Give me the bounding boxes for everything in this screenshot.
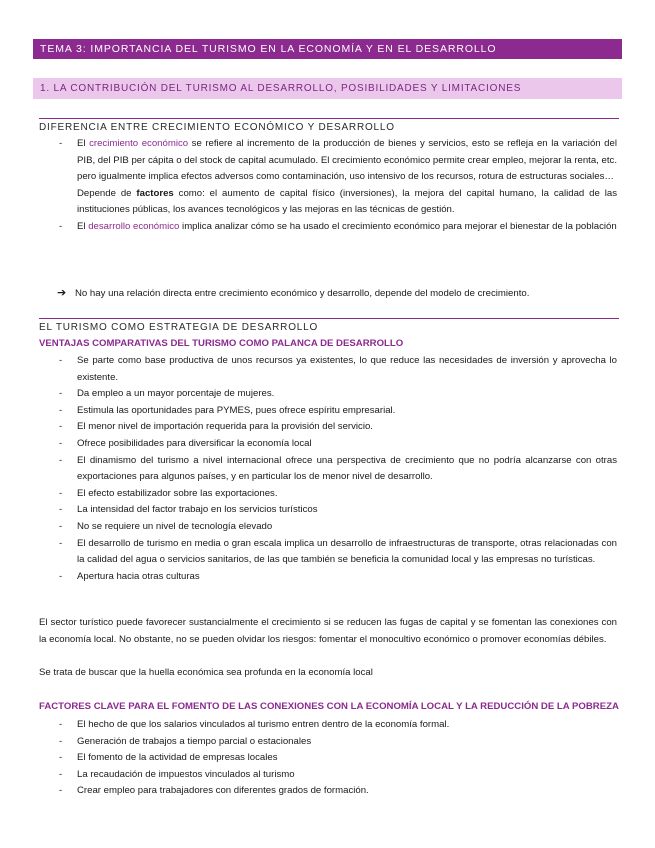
ventajas-list	[57, 353, 617, 585]
item-text: implica analizar cómo se ha usado el crecimiento económico para mejorar el bienestar de la población	[179, 220, 617, 232]
list-item	[57, 219, 617, 236]
list-item: - Generación de trabajos a tiempo parcial o estacionales	[57, 734, 617, 751]
crecimiento-term: crecimiento económico	[89, 138, 189, 149]
item-text: Depende de	[77, 187, 137, 199]
factores-heading: FACTORES CLAVE PARA EL FOMENTO DE LAS CONEXIONES CON LA ECONOMÍA LOCAL Y LA REDUCCIÓN DE LA POBREZA	[39, 701, 619, 712]
list-item: - El hecho de que los salarios vinculados al turismo entren dentro de la economía formal.	[57, 717, 617, 734]
conclusion-row	[57, 285, 617, 302]
desarrollo-term: desarrollo económico	[88, 220, 180, 232]
item-text: como: el aumento de capital físico (inversiones), la mejora del capital humano, la calidad de las instituciones públicas, los avances tecnológicos y las mejoras en las técnicas de gestión.	[77, 187, 617, 216]
factores-paragraph	[57, 186, 617, 219]
list-item: - Estimula las oportunidades para PYMES, pues ofrece espíritu empresarial.	[57, 403, 617, 420]
list-item: - Ofrece posibilidades para diversificar la economía local	[57, 436, 617, 453]
factores-term: factores	[136, 187, 174, 199]
factores-list	[57, 717, 617, 800]
item-text: se refiere al incremento de la producción de bienes y servicios, esto se refleja en la variación del PIB, del PIB per cápita o del stock de capital acumulado. El crecimiento económico permite crear empleo, mejorar la renta, etc. pero igualmente implica efectos adversos como contaminación, uso intensivo de los recursos, rotura de estructuras sociales…	[77, 138, 617, 183]
arrow-right-icon: ➔	[57, 287, 67, 299]
list-item: - La intensidad del factor trabajo en los servicios turísticos	[57, 502, 617, 519]
list-item: - Crear empleo para trabajadores con diferentes grados de formación.	[57, 783, 617, 800]
list-item: - El efecto estabilizador sobre las exportaciones.	[57, 486, 617, 503]
list-item: - El desarrollo de turismo en media o gran escala implica un desarrollo de infraestructuras de transporte, otras relacionadas con la calidad del agua o servicios sanitarios, de las que también se beneficia la comunidad local y las empresas no turísticas.	[57, 536, 617, 569]
item-text: El	[77, 220, 89, 232]
tema-title-banner: TEMA 3: IMPORTANCIA DEL TURISMO EN LA ECONOMÍA Y EN EL DESARROLLO	[33, 39, 622, 59]
item-text: El	[77, 138, 90, 149]
diferencia-heading: DIFERENCIA ENTRE CRECIMIENTO ECONÓMICO Y DESARROLLO	[39, 118, 619, 133]
list-item: - La recaudación de impuestos vinculados al turismo	[57, 767, 617, 784]
paragraph-fugas: El sector turístico puede favorecer sustancialmente el crecimiento si se reducen las fugas de capital y se fomentan las conexiones con la economía local. No obstante, no se pueden olvidar los riesgos: fomentar el monocultivo económico o promover economías débiles.	[39, 617, 617, 645]
diferencia-list	[57, 136, 617, 236]
conclusion-text: No hay una relación directa entre crecimiento económico y desarrollo, depende del modelo de crecimiento.	[75, 288, 530, 299]
list-item: - El dinamismo del turismo a nivel internacional ofrece una perspectiva de crecimiento que no podría alcanzarse con otras exportaciones para algunos países, y en particular los de menor nivel de desarrollo.	[57, 453, 617, 486]
list-item	[57, 136, 617, 186]
list-item: - El fomento de la actividad de empresas locales	[57, 750, 617, 767]
list-item: - No se requiere un nivel de tecnología elevado	[57, 519, 617, 536]
list-item: - Se parte como base productiva de unos recursos ya existentes, lo que reduce las necesidades de inversión y aprovecha lo existente.	[57, 353, 617, 386]
section-title-banner: 1. LA CONTRIBUCIÓN DEL TURISMO AL DESARROLLO, POSIBILIDADES Y LIMITACIONES	[33, 78, 622, 99]
paragraph-huella: Se trata de buscar que la huella económica sea profunda en la economía local	[39, 667, 373, 678]
list-item: - Apertura hacia otras culturas	[57, 569, 617, 586]
ventajas-heading: VENTAJAS COMPARATIVAS DEL TURISMO COMO PALANCA DE DESARROLLO	[39, 338, 404, 349]
list-item: - El menor nivel de importación requerida para la provisión del servicio.	[57, 419, 617, 436]
list-item: - Da empleo a un mayor porcentaje de mujeres.	[57, 386, 617, 403]
estrategia-heading: EL TURISMO COMO ESTRATEGIA DE DESARROLLO	[39, 318, 619, 333]
